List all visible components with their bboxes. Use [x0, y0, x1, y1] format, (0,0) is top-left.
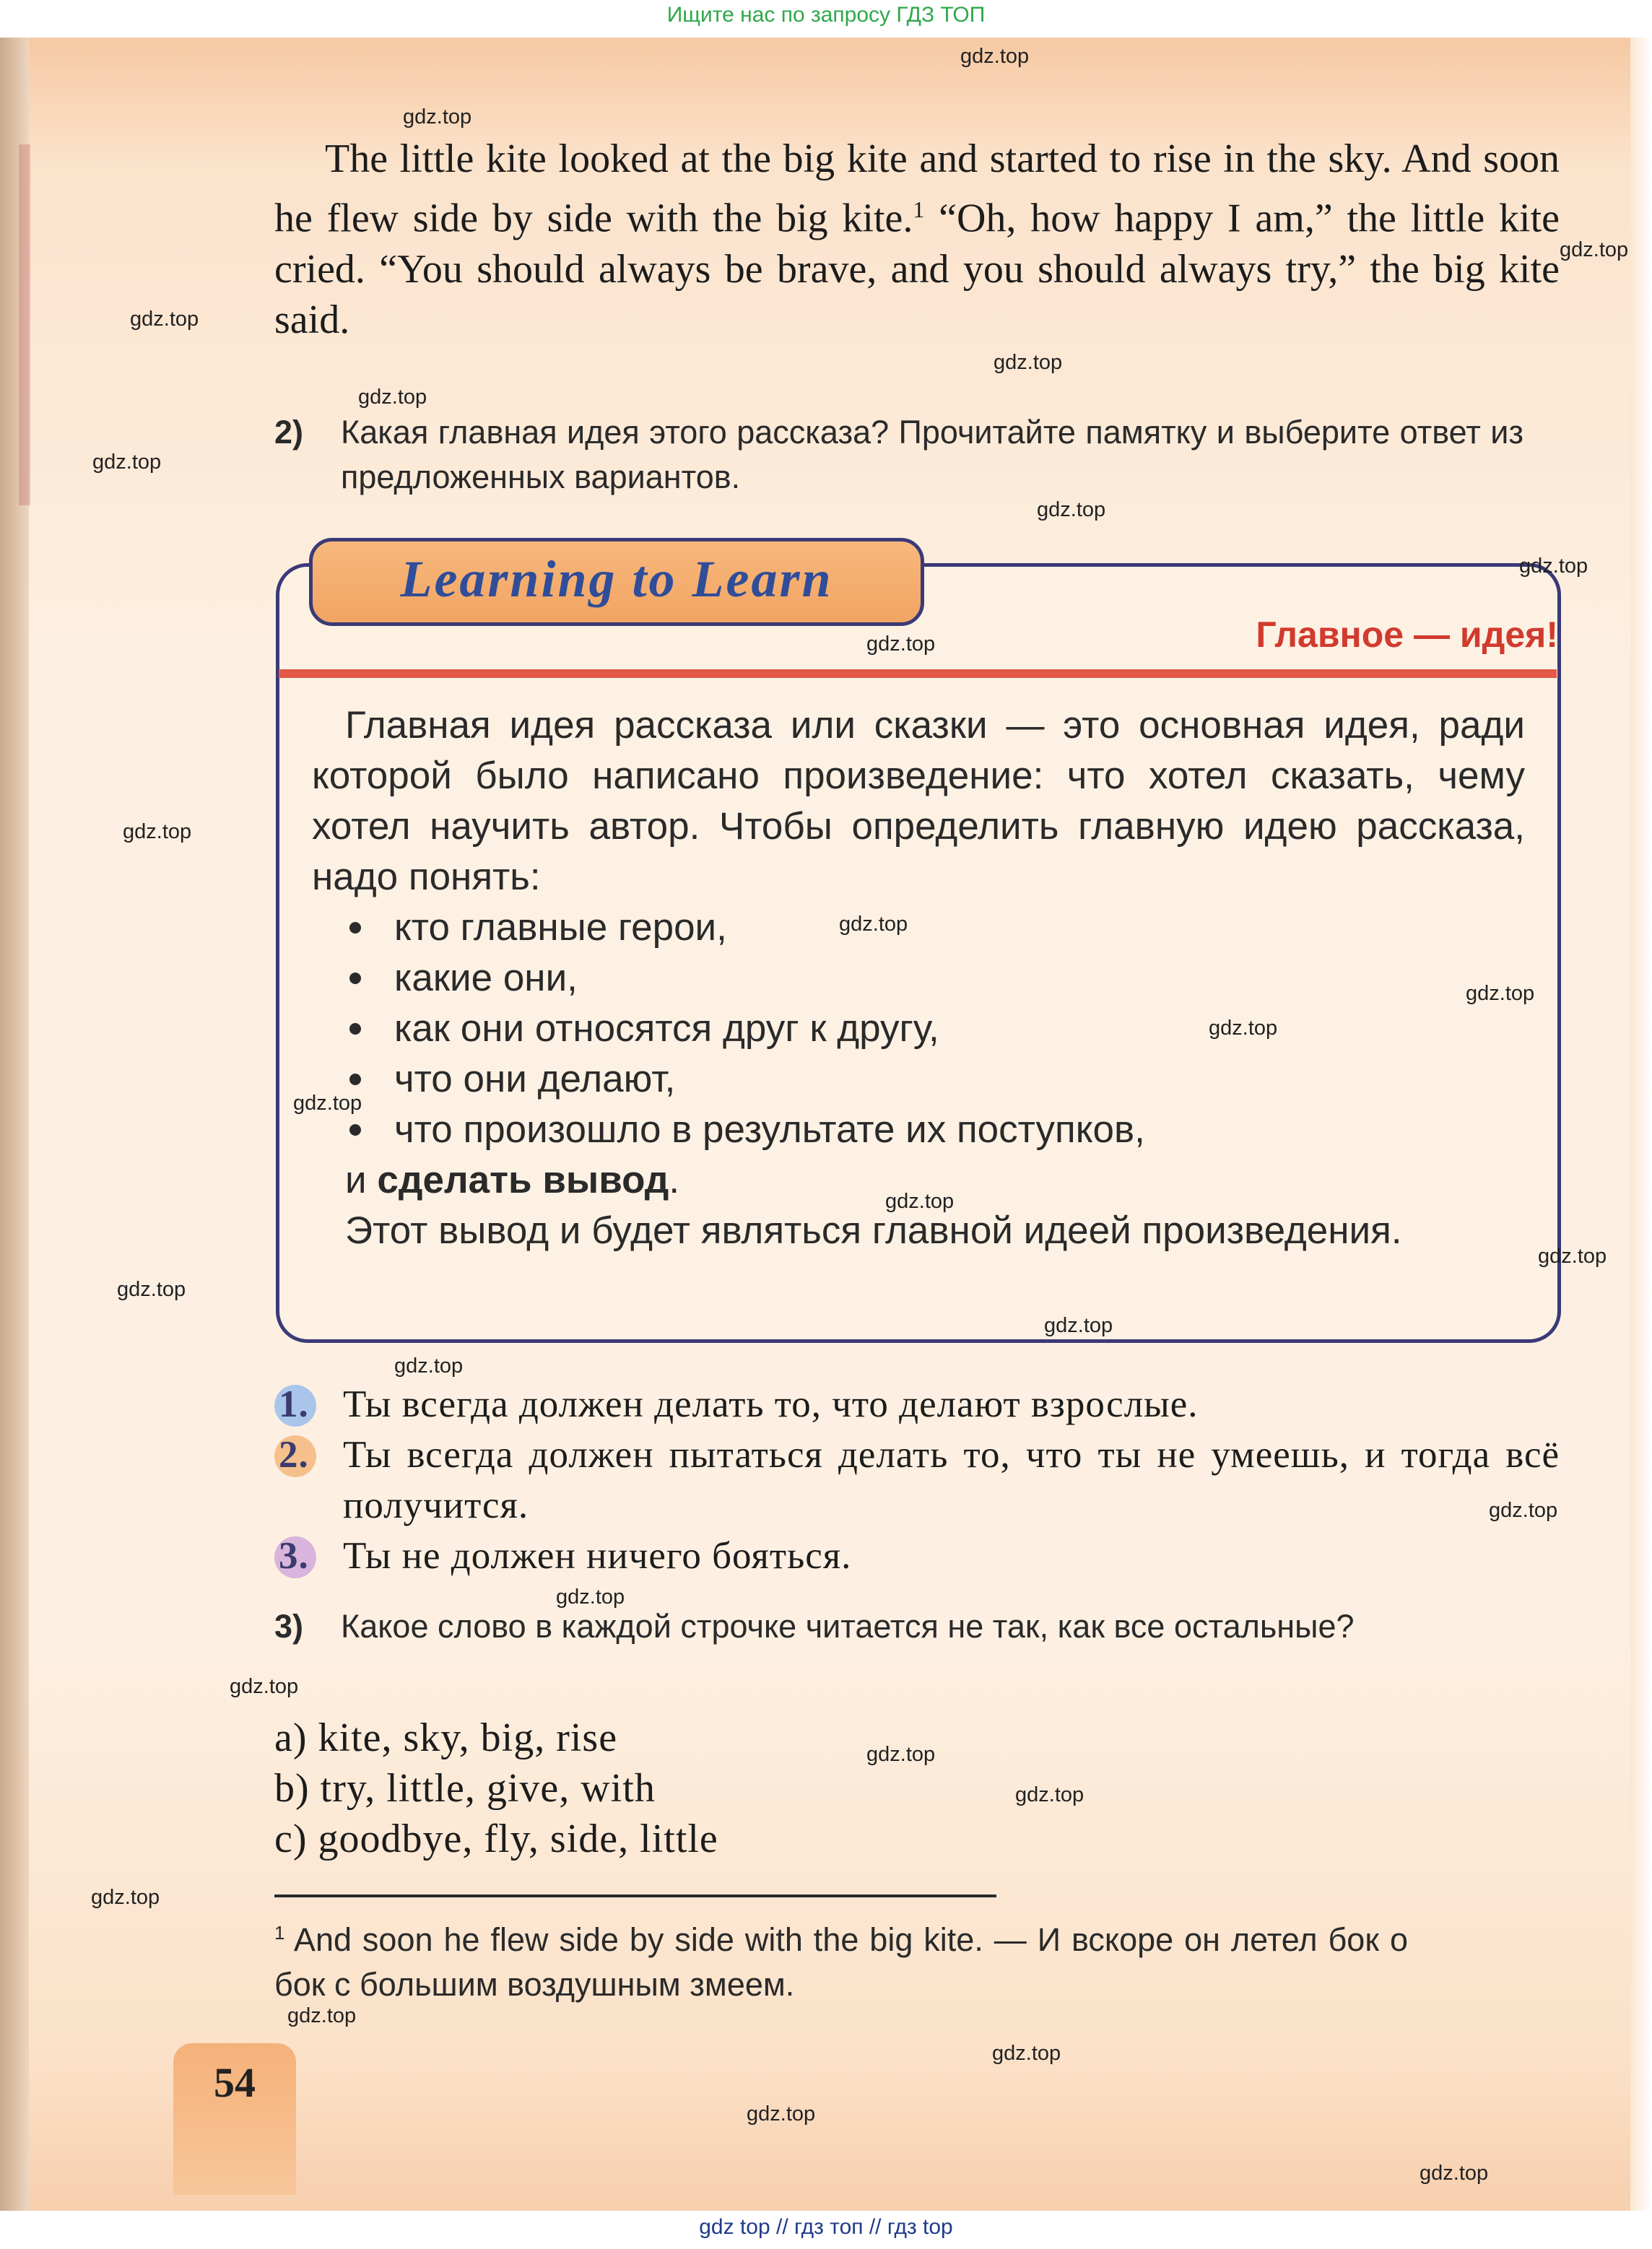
watermark: gdz.top — [394, 1354, 464, 1378]
watermark: gdz.top — [866, 632, 936, 656]
watermark: gdz.top — [123, 820, 192, 843]
watermark: gdz.top — [1538, 1245, 1607, 1268]
top-banner[interactable]: Ищите нас по запросу ГДЗ ТОП — [666, 3, 986, 27]
watermark: gdz.top — [1420, 2162, 1489, 2185]
checklist-item: что произошло в результате их поступков, — [312, 1105, 1525, 1155]
watermark: gdz.top — [1560, 238, 1629, 261]
learning-to-learn-tab — [309, 538, 924, 626]
conclusion-prefix: и — [345, 1159, 378, 1201]
option-1-number: 1. — [279, 1383, 309, 1425]
task-3 — [274, 1604, 1523, 1649]
watermark: gdz.top — [1015, 1783, 1084, 1806]
option-2-text: Ты всегда должен пытаться делать то, что ты не умеешь, и тогда всё получится. — [343, 1434, 1560, 1526]
footnote-ref: 1 — [913, 196, 925, 222]
learning-box-body — [312, 700, 1525, 1256]
footnote-text: And soon he flew side by side with the big kite. — И вскоре он летел бок о бок с большим воздушным змеем. — [274, 1921, 1408, 2003]
watermark: gdz.top — [885, 1190, 955, 1213]
watermark: gdz.top — [91, 1886, 160, 1909]
watermark: gdz.top — [747, 2102, 816, 2126]
watermark: gdz.top — [1044, 1314, 1113, 1337]
option-3-number: 3. — [279, 1535, 309, 1577]
watermark: gdz.top — [1519, 554, 1588, 578]
footnote-mark: 1 — [274, 1922, 285, 1944]
checklist-item: что они делают, — [312, 1054, 1525, 1105]
answer-options — [274, 1379, 1560, 1581]
page-edge-right — [1630, 38, 1652, 2211]
word-row-c: c) goodbye, fly, side, little — [274, 1817, 718, 1861]
watermark: gdz.top — [1489, 1499, 1558, 1522]
option-2-number: 2. — [279, 1434, 309, 1476]
page-number-tab — [173, 2043, 296, 2195]
task-3-text: Какое слово в каждой строчке читается не так, как все остальные? — [341, 1608, 1355, 1645]
task-2-number: 2) — [274, 414, 304, 451]
bottom-banner[interactable]: gdz top // гдз топ // гдз top — [699, 2215, 953, 2239]
story-part-1: The little kite looked at the big kite and started to rise in the sky. And soon he flew side by side with the big kite. — [274, 136, 1560, 241]
watermark: gdz.top — [994, 351, 1063, 374]
learning-box-intro: Главная идея рассказа или сказки — это основная идея, ради которой было написано произведение: что хотел сказать, чему хотел научить автор. Чтобы определить главную идею рассказа, надо понять: — [312, 704, 1525, 898]
watermark: gdz.top — [358, 386, 427, 409]
page-number: 54 — [214, 2059, 256, 2106]
spine-shadow — [19, 144, 30, 505]
checklist-item: как они относятся друг к другу, — [312, 1004, 1525, 1054]
task-2-text: Какая главная идея этого рассказа? Прочитайте памятку и выберите ответ из предложенных вариантов. — [341, 414, 1523, 495]
word-row-b: b) try, little, give, with — [274, 1766, 656, 1811]
story-text — [274, 134, 1560, 345]
conclusion-bold: сделать вывод — [377, 1159, 669, 1201]
learning-box-subtitle: Главное — идея! — [1256, 614, 1558, 655]
watermark: gdz.top — [992, 2042, 1061, 2065]
watermark: gdz.top — [117, 1278, 186, 1301]
option-1-text: Ты всегда должен делать то, что делают взрослые. — [343, 1383, 1199, 1425]
task-3-number: 3) — [274, 1608, 304, 1645]
watermark: gdz.top — [866, 1743, 936, 1766]
checklist-item: кто главные герои, — [312, 902, 1525, 953]
learning-box-final: Этот вывод и будет являться главной идеей произведения. — [345, 1209, 1402, 1252]
word-row-a: a) kite, sky, big, rise — [274, 1715, 618, 1760]
watermark: gdz.top — [839, 913, 908, 936]
footnote — [274, 1910, 1408, 2007]
learning-to-learn-title: Learning to Learn — [400, 550, 833, 608]
watermark: gdz.top — [556, 1585, 625, 1609]
watermark: gdz.top — [293, 1092, 362, 1115]
watermark: gdz.top — [230, 1675, 299, 1698]
footnote-divider — [274, 1895, 996, 1897]
watermark: gdz.top — [1466, 982, 1535, 1005]
watermark: gdz.top — [1037, 498, 1106, 521]
option-3-text: Ты не должен ничего бояться. — [343, 1535, 852, 1577]
watermark: gdz.top — [960, 45, 1030, 68]
word-rows — [274, 1713, 1141, 1864]
watermark: gdz.top — [92, 451, 162, 474]
watermark: gdz.top — [130, 308, 199, 331]
watermark: gdz.top — [1209, 1017, 1278, 1040]
answer-option-1 — [274, 1379, 1560, 1430]
answer-option-3 — [274, 1531, 1560, 1581]
answer-option-2 — [274, 1430, 1560, 1531]
task-2 — [274, 410, 1523, 500]
story-part-2: “Oh, how happy I am,” the little kite cried. “You should always be brave, and you should always try,” the big kite said. — [274, 196, 1560, 342]
conclusion-suffix: . — [669, 1159, 680, 1201]
hero-checklist — [312, 902, 1525, 1155]
checklist-item: какие они, — [312, 953, 1525, 1004]
learning-box-divider — [279, 669, 1557, 678]
watermark: gdz.top — [287, 2004, 357, 2027]
watermark: gdz.top — [403, 105, 472, 129]
